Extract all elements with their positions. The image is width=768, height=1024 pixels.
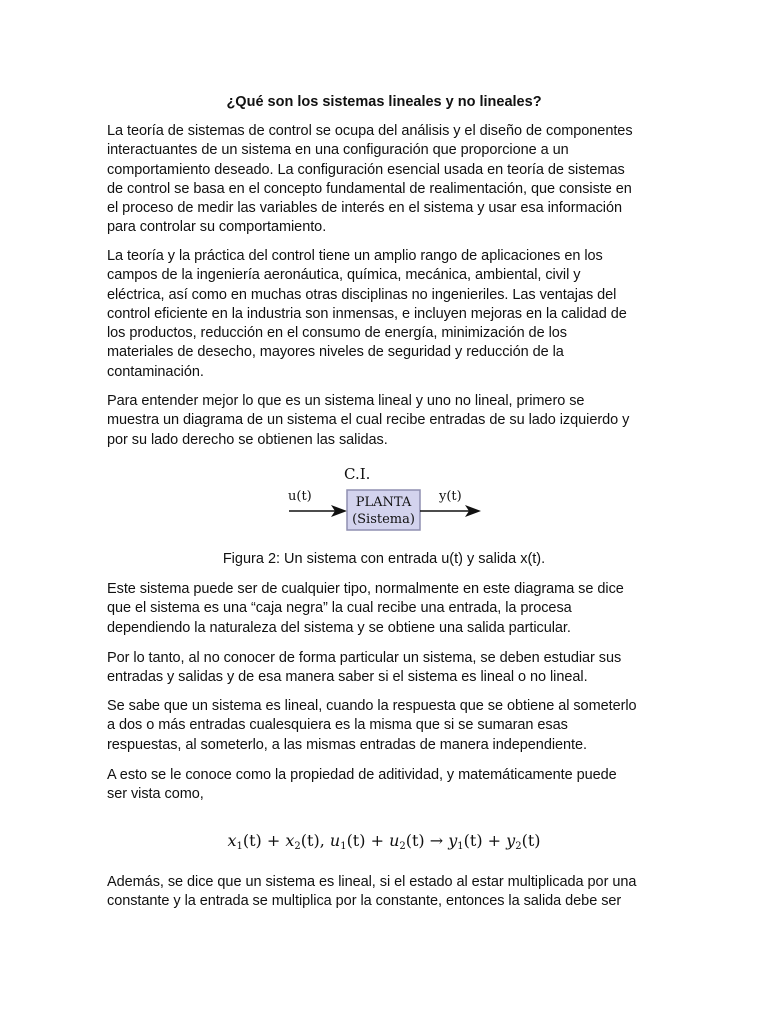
text-line: campos de la ingeniería aeronáutica, química, mecánica, ambiental, civil y: [107, 267, 581, 284]
formula-arg: (t) +: [463, 831, 507, 850]
system-block-diagram: [283, 462, 488, 537]
paragraph-inputs-outputs: [107, 649, 663, 688]
text-line: de control se basa en el concepto fundamental de realimentación, que consiste en: [107, 180, 632, 197]
text-line: Por lo tanto, al no conocer de forma particular un sistema, se deben estudiar sus: [107, 650, 622, 666]
text-line: para controlar su comportamiento.: [107, 219, 327, 236]
formula-arg: (t) +: [242, 831, 286, 850]
formula-arg: (t),: [300, 831, 330, 850]
paragraph-intro: [107, 122, 663, 238]
text-line: constante y la entrada se multiplica por la constante, entonces la salida debe ser: [107, 893, 622, 910]
text-line: respuestas, al someterlo, a las mismas entradas de manera independiente.: [107, 736, 587, 753]
text-line: dependiendo la naturaleza del sistema y se obtiene una salida particular.: [107, 619, 571, 636]
text-line: ser vista como,: [107, 786, 204, 803]
paragraph-black-box: [107, 580, 663, 638]
text-line: materiales de desecho, mayores niveles de seguridad y reducción de la: [107, 344, 564, 361]
text-line: contaminación.: [107, 363, 204, 380]
text-line: el proceso de medir las variables de interés en el sistema y usar esa información: [107, 200, 622, 217]
paragraph-additivity: [107, 766, 663, 805]
formula-var: x: [285, 831, 295, 850]
text-line: por su lado derecho se obtienen las salidas.: [107, 431, 388, 448]
formula-sub: 2: [399, 841, 406, 852]
text-line: Además, se dice que un sistema es lineal, si el estado al estar multiplicada por una: [107, 874, 637, 890]
initial-conditions-label: C.I.: [344, 465, 371, 483]
formula-arg: (t) +: [346, 831, 390, 850]
paragraph-applications: [107, 247, 663, 382]
output-label: y(t): [439, 489, 462, 504]
formula-var: u: [329, 831, 341, 850]
formula-arg: (t) →: [405, 831, 449, 850]
text-line: que el sistema es una “caja negra” la cual recibe una entrada, la procesa: [107, 600, 572, 617]
document-title: ¿Qué son los sistemas lineales y no lineales?: [226, 94, 542, 110]
text-line: muestra un diagrama de un sistema el cual recibe entradas de su lado izquierdo y: [107, 412, 630, 429]
additivity-formula: [0, 830, 768, 852]
text-line: a dos o más entradas cualesquiera es la misma que si se sumaran esas: [107, 717, 568, 734]
text-line: Este sistema puede ser de cualquier tipo, normalmente en este diagrama se dice: [107, 581, 624, 597]
text-line: La teoría y la práctica del control tiene un amplio rango de aplicaciones en los: [107, 248, 603, 264]
text-line: comportamiento deseado. La configuración esencial usada en teoría de sistemas: [107, 161, 625, 178]
text-line: entradas y salidas y de esa manera saber si el sistema es lineal o no lineal.: [107, 669, 588, 686]
formula-sub: 1: [236, 841, 243, 852]
text-line: Para entender mejor lo que es un sistema lineal y uno no lineal, primero se: [107, 393, 585, 409]
text-line: control eficiente en la industria son inmensas, e incluyen mejoras en la calidad de: [107, 305, 627, 322]
figure-caption: Figura 2: Un sistema con entrada u(t) y salida x(t).: [222, 551, 546, 567]
text-line: los productos, reducción en el consumo de energía, minimización de los: [107, 325, 567, 342]
plant-block-title: PLANTA: [355, 495, 412, 510]
formula-sub: 2: [515, 841, 522, 852]
formula-sub: 1: [457, 841, 464, 852]
plant-block-subtitle: (Sistema): [352, 512, 415, 527]
text-line: A esto se le conoce como la propiedad de aditividad, y matemáticamente puede: [107, 767, 617, 783]
formula-var: u: [389, 831, 400, 850]
paragraph-diagram-intro: [107, 392, 663, 450]
formula-sub: 2: [294, 841, 301, 852]
text-line: La teoría de sistemas de control se ocupa del análisis y el diseño de componentes: [107, 123, 633, 139]
text-line: Se sabe que un sistema es lineal, cuando la respuesta que se obtiene al someterlo: [107, 698, 637, 714]
formula-var: y: [506, 831, 516, 850]
text-line: eléctrica, así como en muchas otras disciplinas no ingenieriles. Las ventajas del: [107, 286, 617, 303]
formula-var: x: [227, 831, 237, 850]
input-label: u(t): [288, 489, 312, 504]
text-line: interactuantes de un sistema en una configuración que proporcione a un: [107, 142, 569, 159]
paragraph-linearity: [107, 697, 663, 755]
formula-sub: 1: [340, 841, 347, 852]
paragraph-homogeneity: [107, 873, 663, 912]
formula-arg: (t): [521, 831, 541, 850]
formula-var: y: [448, 831, 458, 850]
